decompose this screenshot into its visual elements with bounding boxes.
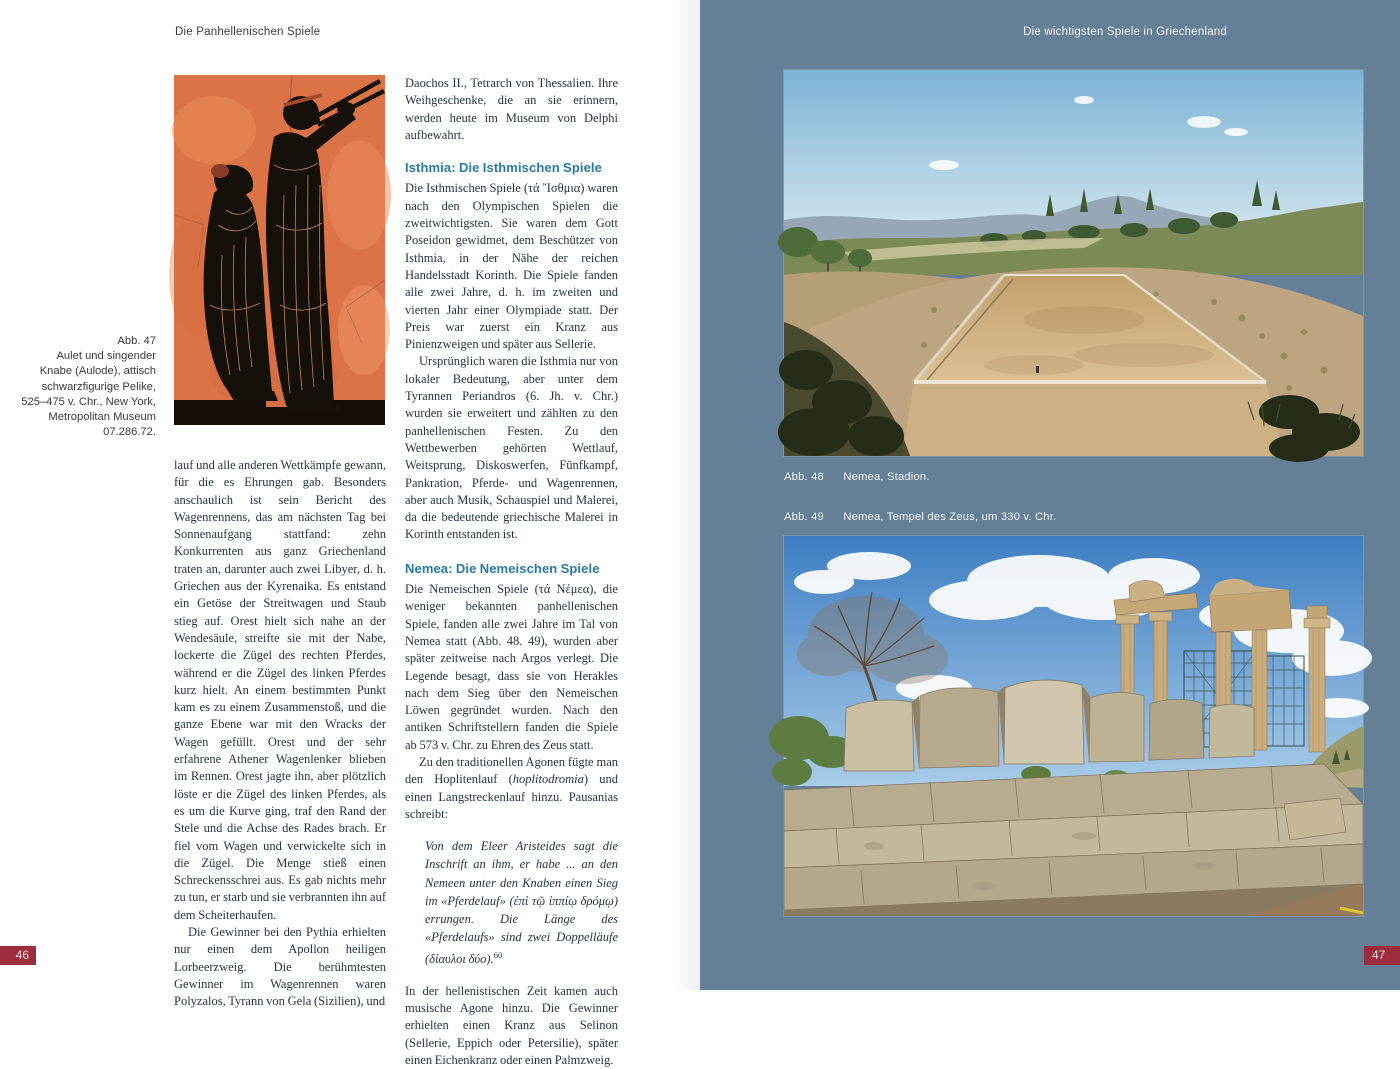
page-number-left: 46: [0, 946, 36, 965]
paragraph-daochos: Daochos II., Tetrarch von Thessalien. Ihre Weihgeschenke, die an sie erinnern, werden heute im Museum von Delphi aufbewahrt.: [405, 76, 618, 142]
figure-47-caption-line: 525–475 v. Chr., New York,: [21, 395, 156, 408]
figure-48-caption: [784, 471, 930, 483]
figure-49-caption-label: Abb. 49: [784, 511, 824, 523]
figure-47-caption-line: Aulet und singender: [56, 350, 156, 363]
page-number-right: 47: [1364, 946, 1400, 965]
figure-49-temple-photo: [784, 536, 1363, 916]
section-heading-isthmia: Isthmia: Die Isthmischen Spiele: [405, 160, 602, 176]
figure-48-caption-label: Abb. 48: [784, 471, 824, 483]
figure-48-stadium-photo: [784, 70, 1363, 456]
paragraph-hellenistic: In der hellenistischen Zeit kamen auch musische Agone hinzu. Die Gewinner erhielten einen Kranz aus Selinon (Sellerie, Eppich oder Petersilie), später einen Eichenkranz oder einen Palmzweig.: [405, 983, 618, 1067]
paragraph-nemea-2-italic: hoplitodromia: [512, 772, 584, 787]
figure-47-vase-image: [174, 75, 385, 425]
spine-gutter-shadow: [670, 0, 700, 990]
section-heading-nemea: Nemea: Die Nemeischen Spiele: [405, 560, 600, 576]
stadium-photo-graphic: [784, 70, 1363, 456]
figure-47-caption-label: Abb. 47: [117, 335, 156, 347]
track-apron: [902, 382, 1284, 456]
pausanias-quote: [425, 837, 618, 969]
left-text-column: [174, 457, 386, 1009]
figure-47-caption-line: schwarzfigurige Pelike,: [41, 380, 156, 393]
paragraph-nemea-2-text: Zu den traditionellen Agonen fügte man den Hoplitenlauf (: [405, 754, 618, 787]
running-head-left: Die Panhellenischen Spiele: [175, 26, 321, 38]
temple-photo-graphic: [784, 536, 1363, 916]
figure-49-caption-text: Nemea, Tempel des Zeus, um 330 v. Chr.: [843, 511, 1057, 523]
figure-49-caption: [784, 511, 1056, 523]
figure-47-caption-line: Metropolitan Museum: [48, 411, 156, 424]
figure-47-caption-line: 07.286.72.: [103, 426, 156, 439]
footnote-marker: 60: [493, 950, 503, 961]
paragraph-pythia-winners: Die Gewinner bei den Pythia erhielten nur einen dem Apollon heiligen Lorbeerzweig. Die berühmtesten Gewinner im Wagenrennen waren Polyzalos, Tyrann von Gela (Sizilien), und: [174, 925, 386, 1009]
figure-47-caption-line: Knabe (Aulode), attisch: [39, 365, 156, 378]
paragraph-nemea-2: [405, 754, 618, 823]
paragraph-isthmia-2: Ursprünglich waren die Isthmia nur von lokaler Bedeutung, aber unter dem Tyrannen Periandros (6. Jh. v. Chr.) wurden sie erweitert und zählten zu den panhellenischen Festen. Zu den Wettbewerben gehörten Wettlauf, Weitsprung, Diskoswerfen, Fünfkampf, Pankration, Pferde- und Wagenrennen, aber auch Musik, Schauspiel und Malerei, da die bedeutende griechische Malerei in Korinth entstanden ist.: [405, 354, 618, 542]
tiny-visitor: [1036, 366, 1039, 373]
running-head-right: Die wichtigsten Spiele in Griechenland: [1023, 26, 1227, 38]
middle-text-column: [405, 75, 618, 1067]
vase-painting-graphic: [174, 75, 385, 425]
paragraph-isthmia-1: Die Isthmischen Spiele (τά ῎Ισθμια) waren nach den Olympischen Spielen die zweitwichtigsten. Sie waren dem Gott Poseidon gewidmet, dem Beschützer von Isthmia, in der Nähe der reichen Handelsstadt Korinth. Die Spiele fanden alle zwei Jahre, d. h. im zweiten und vierten Jahr einer Olympiade statt. Der Preis war zuerst ein Kranz aus Pinienzweigen und später aus Sellerie.: [405, 181, 618, 352]
figure-48-caption-text: Nemea, Stadion.: [843, 471, 930, 483]
quote-text: Von dem Eleer Aristeides sagt die Inschrift an ihm, er habe ... an den Nemeen unter den Knaben einen Sieg im «Pferdelauf» (ἐπὶ τῷ ἱππίῳ δρόμῳ) errungen. Die Länge des «Pferdelaufs» sind zwei Doppelläufe (δίαυλοι δύο).: [425, 839, 618, 967]
paragraph-chariot-race: lauf und alle anderen Wettkämpfe gewann, für die es Ehrungen gab. Besonders anschaulich ist sein Bericht des Wagenrennens, das am nächsten Tag bei Sonnenaufgang stattfand: zehn Konkurrenten aus ganz Griechenland traten an, darunter auch zwei Libyer, d. h. Griechen aus der Kyrenaika. Es entstand ein Getöse der Streitwagen und Staub stieg auf. Orest hielt sich nahe an der Wendesäule, streifte sie mit der Nabe, lockerte die Zügel des rechten Pferdes, während er die Zügel des linken Pferdes kurz hielt. An einem bestimmten Punkt kam es zu einem Zusammenstoß, und die ganze Ebene war mit den Wracks der Wagen gefüllt. Orest und der sehr erfahrene Athener Wagenlenker blieben im Rennen. Orest jagte ihn, aber plötzlich löste er die Zügel des linken Pferdes, als es um die Kurve ging, traf den Rand der Stele und die Achse des Rades brach. Er fiel vom Wagen und verwickelte sich in die Zügel. Die Menge stieß einen Schreckensschrei aus. Es gab nichts mehr zu tun, er starb und sie verbrannten ihn auf dem Scheiterhaufen.: [174, 458, 386, 922]
figure-47-caption: [20, 334, 156, 440]
paragraph-nemea-1: Die Nemeischen Spiele (τά Νέμεα), die weniger bekannten panhellenischen Spiele, fanden alle zwei Jahre im Tal von Nemea statt (Abb. 48. 49), wurden aber später zeitweise nach Argos verlegt. Die Legende besagt, dass sie von Herakles nach dem Sieg über den Nemeischen Löwen gegründet wurden. Nach den antiken Schriftstellern fanden die Spiele ab 573 v. Chr. zu Ehren des Zeus statt.: [405, 582, 618, 752]
paragraph-nemea-2-text: ) und einen Langstreckenlauf hinzu. Pausanias schreibt:: [405, 772, 618, 821]
